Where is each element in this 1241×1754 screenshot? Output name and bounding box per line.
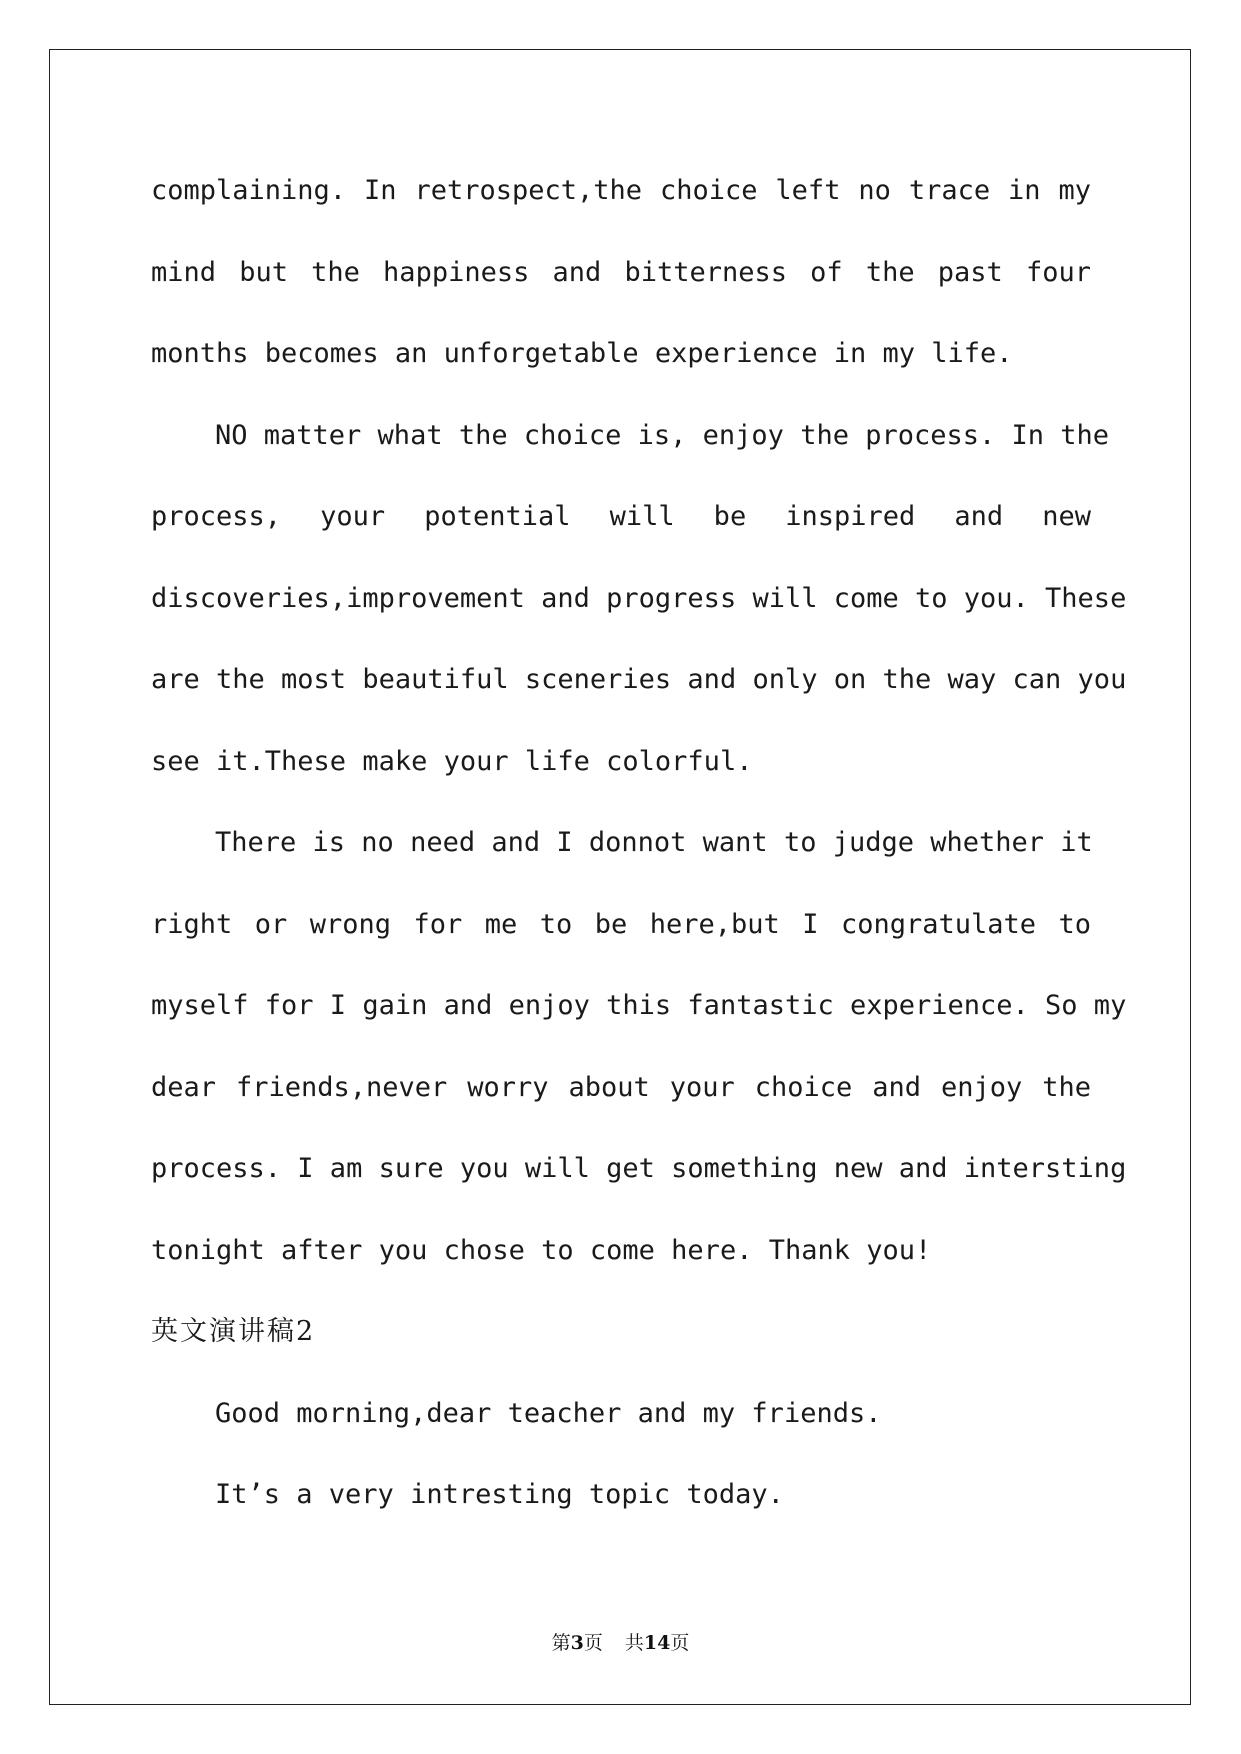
text-line: myself for I gain and enjoy this fantastic experience. So my — [151, 990, 1127, 1021]
section-heading: 英文演讲稿2 — [151, 1316, 316, 1347]
footer-total-suffix: 页 — [670, 1632, 690, 1654]
text-line: mind but the happiness and bitterness of the past four — [151, 256, 1091, 288]
text-line: are the most beautiful sceneries and only on the way can you — [151, 664, 1127, 695]
text-line: see it.These make your life colorful. — [151, 745, 753, 777]
footer-total-pages: 14 — [643, 1632, 671, 1654]
text-line: NO matter what the choice is, enjoy the process. In the — [215, 419, 1110, 451]
text-line: process. I am sure you will get something new and intersting — [151, 1153, 1127, 1184]
document-body — [151, 150, 1127, 1536]
footer-page-suffix: 页 — [583, 1632, 603, 1654]
text-line: discoveries,improvement and progress will come to you. These — [151, 582, 1127, 614]
footer-total-prefix: 共 — [624, 1632, 644, 1654]
text-line: process, your potential will be inspired and new — [151, 501, 1091, 532]
footer-page-number: 3 — [570, 1632, 584, 1654]
text-line: months becomes an unforgetable experience in my life. — [151, 338, 1013, 369]
text-line: right or wrong for me to be here,but I congratulate to — [151, 908, 1091, 940]
text-line: dear friends,never worry about your choice and enjoy the — [151, 1071, 1091, 1103]
text-line: There is no need and I donnot want to judge whether it — [215, 827, 1093, 858]
page-footer — [0, 1628, 1241, 1655]
text-line: Good morning,dear teacher and my friends. — [215, 1397, 882, 1429]
footer-prefix: 第 — [551, 1632, 571, 1654]
text-line: tonight after you chose to come here. Thank you! — [151, 1234, 932, 1266]
text-line: It’s a very intresting topic today. — [215, 1479, 784, 1510]
text-line: complaining. In retrospect,the choice left no trace in my — [151, 175, 1091, 206]
